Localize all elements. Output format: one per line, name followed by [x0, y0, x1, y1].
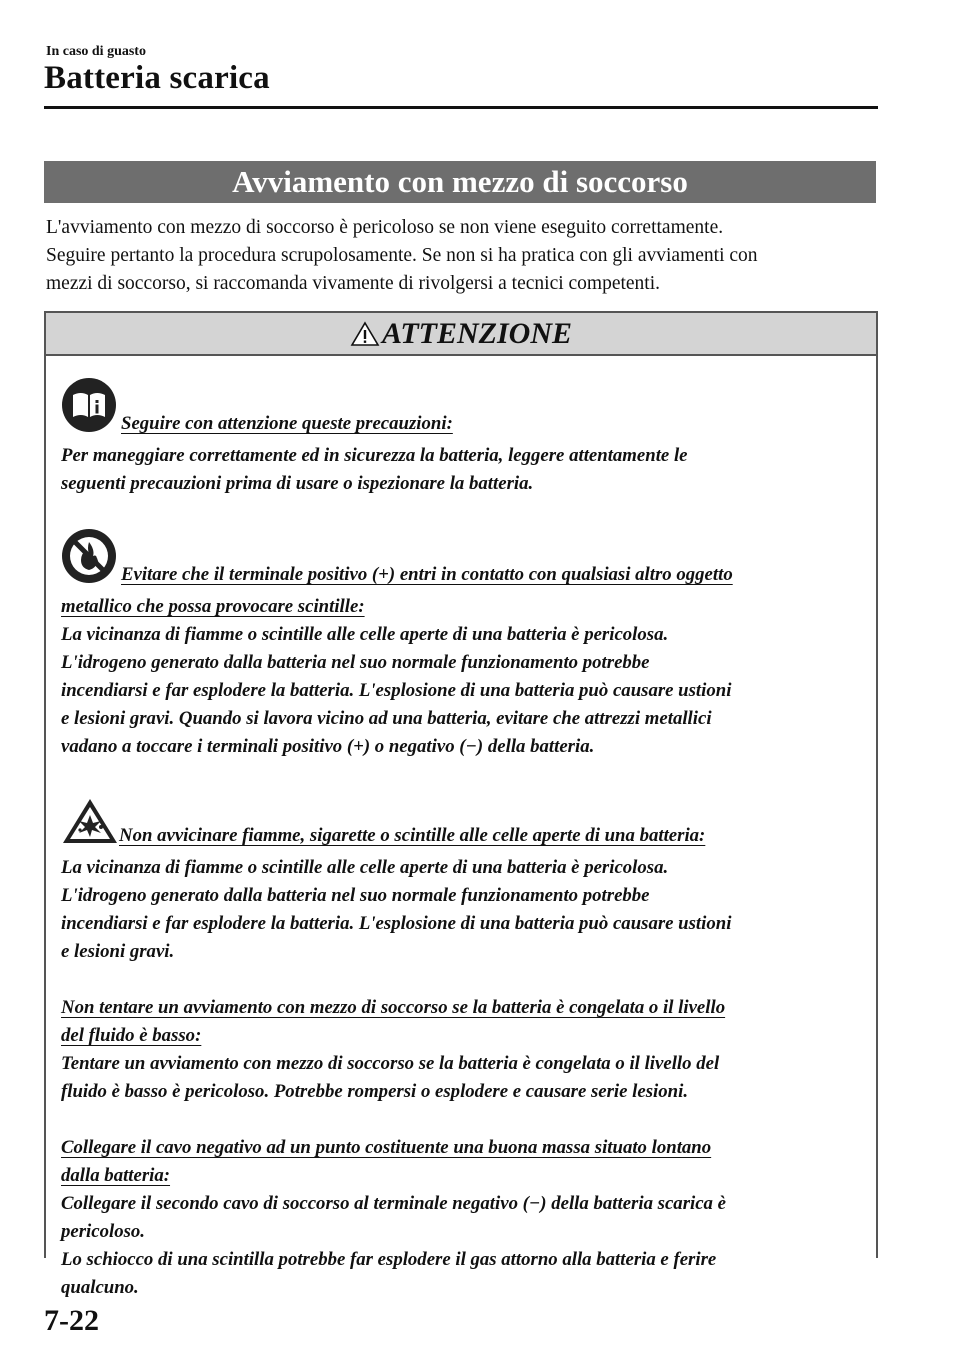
warning-item-heading — [61, 797, 861, 854]
page-number: 7-22 — [44, 1304, 99, 1337]
body-line: fluido è basso è pericoloso. Potrebbe rompersi o esplodere e causare serie lesioni. — [61, 1081, 689, 1102]
body-line: qualcuno. — [61, 1277, 139, 1298]
body-line: Collegare il secondo cavo di soccorso al terminale negativo (−) della batteria scarica è — [61, 1193, 726, 1214]
intro-paragraph — [46, 214, 876, 298]
warning-triangle-icon — [350, 321, 380, 347]
heading-line: metallico che possa provocare scintille: — [61, 596, 365, 617]
heading-line: del fluido è basso: — [61, 1025, 202, 1046]
breadcrumb: In caso di guasto — [46, 44, 146, 59]
warning-item-manual — [61, 357, 861, 498]
body-line: pericoloso. — [61, 1221, 145, 1242]
warning-item-flames — [61, 761, 861, 966]
warning-item-positive-terminal — [61, 498, 861, 761]
heading-line: Evitare che il terminale positivo (+) entri in contatto con qualsiasi altro oggetto — [121, 564, 733, 585]
body-line: L'idrogeno generato dalla batteria nel suo normale funzionamento potrebbe — [61, 652, 650, 673]
body-line: Lo schiocco di una scintilla potrebbe far esplodere il gas attorno alla batteria e ferire — [61, 1249, 717, 1270]
manual-book-icon — [61, 377, 117, 442]
body-line: incendiarsi e far esplodere la batteria. L'esplosione di una batteria può causare ustioni — [61, 680, 732, 701]
heading-line: Non tentare un avviamento con mezzo di soccorso se la batteria è congelata o il livello — [61, 997, 726, 1018]
warning-item-frozen-battery — [61, 966, 861, 1106]
warning-item-heading — [61, 377, 861, 442]
heading-line: dalla batteria: — [61, 1165, 171, 1186]
title-rule — [44, 106, 878, 109]
warning-label: ATTENZIONE — [381, 317, 573, 350]
heading-line: Seguire con attenzione queste precauzioni: — [121, 413, 453, 434]
no-flame-icon — [61, 528, 117, 593]
body-line: vadano a toccare i terminali positivo (+) o negativo (−) della batteria. — [61, 736, 595, 757]
body-line: seguenti precauzioni prima di usare o ispezionare la batteria. — [61, 473, 534, 494]
page-title: Batteria scarica — [44, 60, 270, 96]
heading-line: Non avvicinare fiamme, sigarette o scintille alle celle aperte di una batteria: — [119, 825, 706, 846]
warning-body — [61, 357, 861, 1302]
heading-line: Collegare il cavo negativo ad un punto costituente una buona massa situato lontano — [61, 1137, 712, 1158]
body-line: Per maneggiare correttamente ed in sicurezza la batteria, leggere attentamente le — [61, 445, 688, 466]
section-banner: Avviamento con mezzo di soccorso — [44, 161, 876, 203]
warning-header — [46, 313, 876, 356]
explosion-warning-icon — [61, 797, 119, 854]
warning-item-negative-cable — [61, 1106, 861, 1302]
body-line: e lesioni gravi. Quando si lavora vicino ad una batteria, evitare che attrezzi metallici — [61, 708, 712, 729]
intro-line: L'avviamento con mezzo di soccorso è pericoloso se non viene eseguito correttamente. — [46, 217, 724, 238]
intro-line: mezzi di soccorso, si raccomanda vivamente di rivolgersi a tecnici competenti. — [46, 273, 661, 294]
body-line: e lesioni gravi. — [61, 941, 175, 962]
body-line: incendiarsi e far esplodere la batteria. L'esplosione di una batteria può causare ustioni — [61, 913, 732, 934]
warning-item-heading — [61, 528, 861, 593]
body-line: Tentare un avviamento con mezzo di soccorso se la batteria è congelata o il livello del — [61, 1053, 720, 1074]
warning-box — [44, 311, 878, 1298]
intro-line: Seguire pertanto la procedura scrupolosamente. Se non si ha pratica con gli avviamenti con — [46, 245, 758, 266]
body-line: La vicinanza di fiamme o scintille alle celle aperte di una batteria è pericolosa. — [61, 624, 669, 645]
body-line: La vicinanza di fiamme o scintille alle celle aperte di una batteria è pericolosa. — [61, 857, 669, 878]
body-line: L'idrogeno generato dalla batteria nel suo normale funzionamento potrebbe — [61, 885, 650, 906]
